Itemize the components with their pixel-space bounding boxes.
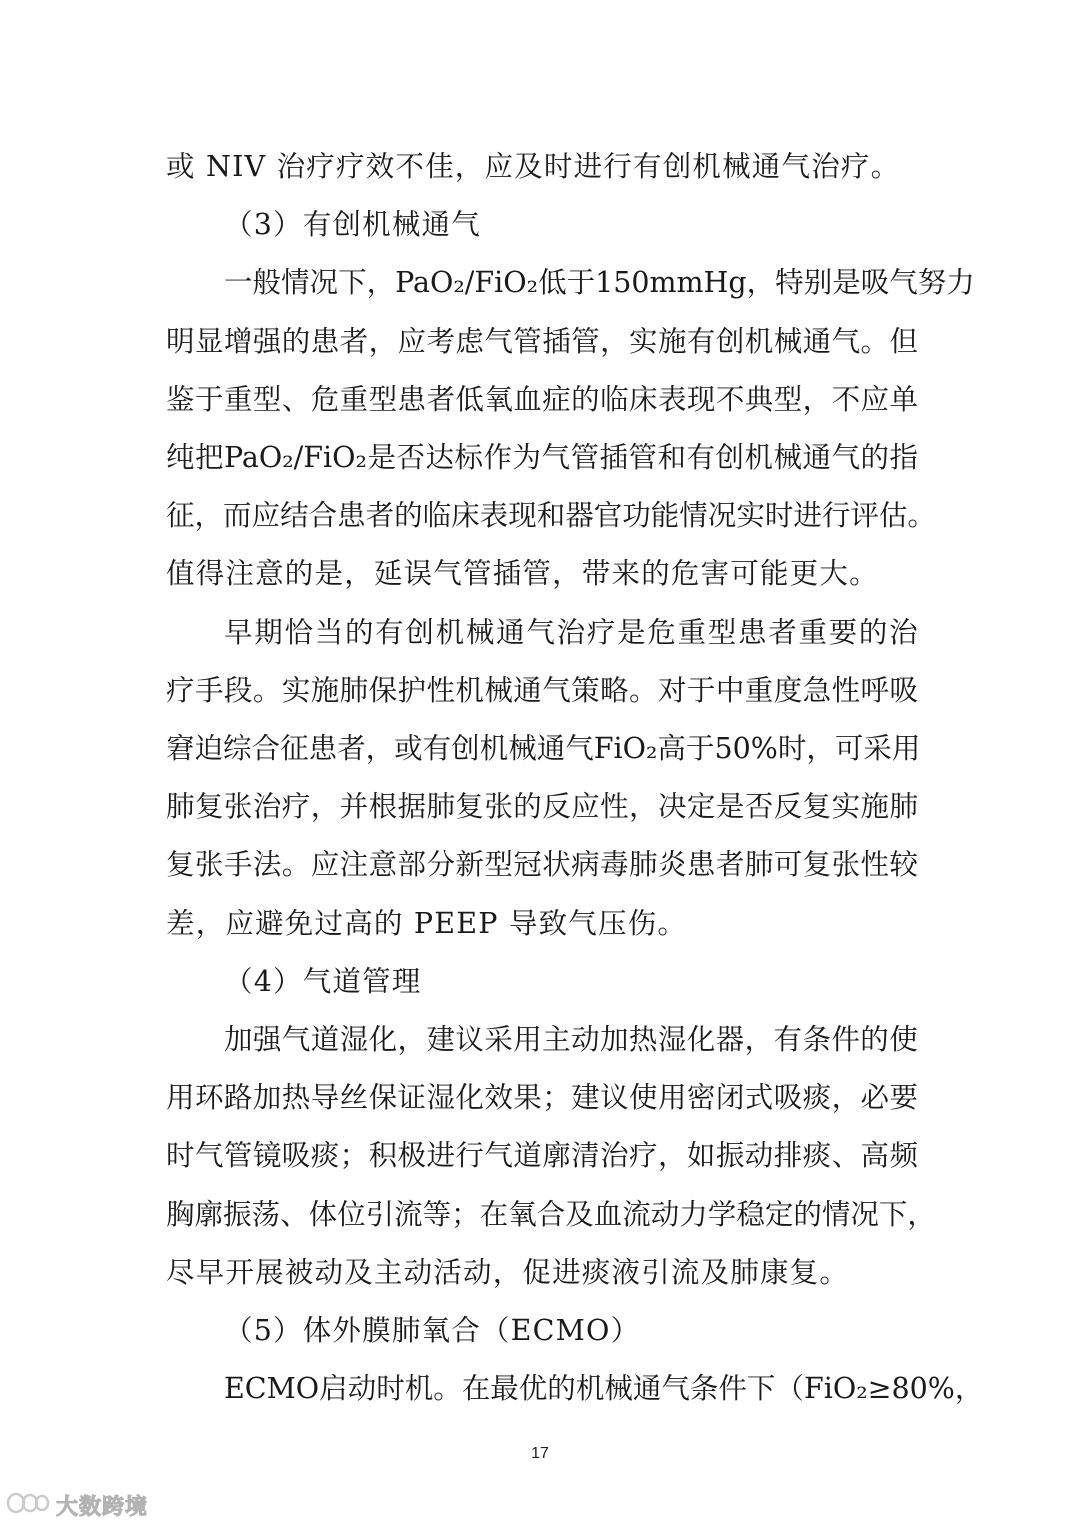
text-line: 差，应避免过高的 PEEP 导致气压伤。 (166, 906, 688, 940)
text-line: 明 显 增 强 的 患 者 ， 应 考 虑 气 管 插 管 ， 实 施 有 创 机 械 通 气 。 但 (166, 324, 918, 358)
text-line: 加 强 气 道 湿 化 ， 建 议 采 用 主 动 加 热 湿 化 器 ， 有 条 件 的 使 (224, 1023, 918, 1056)
text-line: 早 期 恰 当 的 有 创 机 械 通 气 治 疗 是 危 重 型 患 者 重 要 的 治 (224, 615, 918, 649)
text-line: 一 般 情 况 下 ， PaO₂/FiO₂ 低 于 150 mmHg ， 特 别 是 吸 气 努 力 (224, 266, 975, 300)
text-line: ECMO 启 动 时 机 。 在 最 优 的 机 械 通 气 条 件 下 （ FiO₂ ≥ 80% ， (224, 1372, 984, 1406)
text-line: 复 张 手 法 。 应 注 意 部 分 新 型 冠 状 病 毒 肺 炎 患 者 肺 可 复 张 性 较 (166, 848, 918, 882)
text-line: 征 ， 而 应 结 合 患 者 的 临 床 表 现 和 器 官 功 能 情 况 实 时 进 行 评 估 。 (166, 499, 936, 533)
text-line: 或 NIV 治疗疗效不佳，应及时进行有创机械通气治疗。 (166, 150, 901, 183)
text-line: 疗 手 段 。 实 施 肺 保 护 性 机 械 通 气 策 略 。 对 于 中 重 度 急 性 呼 吸 (166, 673, 918, 707)
text-line: 值得注意的是，延误气管插管，带来的危害可能更大。 (166, 557, 879, 591)
text-line: 尽早开展被动及主动活动，促进痰液引流及肺康复。 (166, 1255, 850, 1289)
text-line: （3）有创机械通气 (224, 208, 481, 242)
text-line: 胸 廓 振 荡 、 体 位 引 流 等 ； 在 氧 合 及 血 流 动 力 学 稳 定 的 情 况 下 ， (166, 1197, 936, 1231)
watermark (6, 1488, 148, 1522)
logo-icon (6, 1490, 50, 1520)
watermark-text: 大数跨境 (56, 1494, 149, 1520)
text-line: 窘 迫 综 合 征 患 者 ， 或 有 创 机 械 通 气 FiO₂ 高 于 50% 时 ， 可 采 用 (166, 732, 921, 765)
text-line: （5）体外膜肺氧合（ECMO） (224, 1314, 641, 1347)
text-line: （4）气道管理 (224, 964, 422, 998)
text-line: 肺 复 张 治 疗 ， 并 根 据 肺 复 张 的 反 应 性 ， 决 定 是 否 反 复 实 施 肺 (166, 790, 918, 824)
text-line: 鉴 于 重 型 、 危 重 型 患 者 低 氧 血 症 的 临 床 表 现 不 典 型 ， 不 应 单 (166, 382, 918, 416)
text-line: 纯 把 PaO₂/FiO₂ 是 否 达 标 作 为 气 管 插 管 和 有 创 机 械 通 气 的 指 (166, 441, 918, 474)
page-number: 17 (531, 1445, 549, 1462)
text-line: 时 气 管 镜 吸 痰 ； 积 极 进 行 气 道 廓 清 治 疗 ， 如 振 动 排 痰 、 高 频 (166, 1139, 918, 1173)
text-line: 用 环 路 加 热 导 丝 保 证 湿 化 效 果 ； 建 议 使 用 密 闭 式 吸 痰 ， 必 要 (166, 1081, 918, 1115)
